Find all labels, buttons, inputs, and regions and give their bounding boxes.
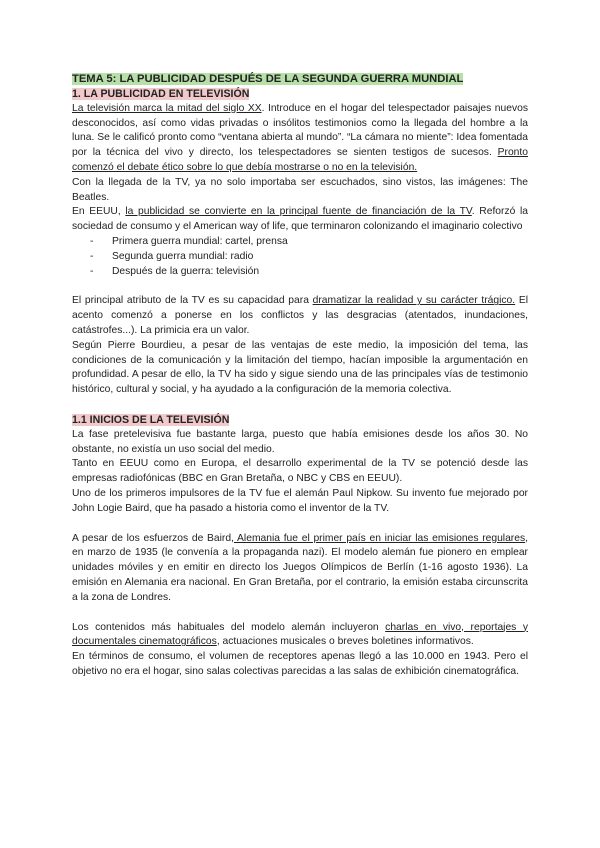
text-run: El principal atributo de la TV es su capacidad para — [72, 295, 313, 307]
paragraph — [72, 102, 528, 176]
spacer — [72, 517, 528, 532]
section-1-1-heading-text: 1.1 INICIOS DE LA TELEVISIÓN — [72, 413, 230, 426]
paragraph: Uno de los primeros impulsores de la TV fue el alemán Paul Nipkow. Su invento fue mejorado por John Logie Baird, que ha pasado a historia como el inventor de la TV. — [72, 487, 528, 514]
underlined-text: dramatizar la realidad y su carácter trágico. — [312, 295, 516, 307]
paragraph: Según Pierre Bourdieu, a pesar de las ventajas de este medio, la imposición del tema, las condiciones de la comunicación y la limitación del tiempo, hacían imposible la argumentación en profundidad. A pesar de ello, la TV ha sido y sigue siendo una de las principales vías de testimonio histórico, cultural y social, y ha ayudado a la configuración de la memoria colectiva. — [72, 339, 528, 396]
text-run: . Reforzó la sociedad de consumo y el American way of life, que terminaron colonizando el imaginario colectivo — [72, 206, 528, 233]
spacer — [72, 398, 528, 413]
text-run: En EEUU, — [72, 206, 126, 218]
paragraph — [72, 205, 528, 235]
underlined-text: la publicidad se convierte en la principal fuente de financiación de la TV — [125, 206, 472, 218]
underlined-text: Alemania fue el primer país en iniciar las emisiones regulares — [233, 532, 526, 544]
section-1-heading — [72, 87, 528, 102]
underlined-text: La televisión marca la mitad del siglo XX — [72, 102, 262, 114]
text-run: , actuaciones musicales o breves boletines informativos. — [216, 636, 474, 648]
text-run: , en marzo de 1935 (le convenía a la propaganda nazi). El modelo alemán fue pionero en emplear unidades móviles y en emitir en directo los Juegos Olímpicos de Berlín (1-16 agosto 1936). La emisión en Alemania era nacional. En Gran Bretaña, por el contrario, la emisión estaba circunscrita a la zona de Londres. — [72, 532, 528, 603]
paragraph: La fase pretelevisiva fue bastante larga, puesto que había emisiones desde los años 30. No obstante, no existía un uso social del medio. — [72, 428, 528, 455]
document-page — [72, 72, 528, 680]
underlined-text: Pronto comenzó el debate ético sobre lo que debía mostrarse o no en la televisión. — [72, 147, 528, 173]
section-1-heading-text: 1. LA PUBLICIDAD EN TELEVISIÓN — [72, 88, 250, 100]
list-item: - Primera guerra mundial: cartel, prensa — [72, 235, 528, 250]
paragraph — [72, 532, 528, 606]
list-item: - Después de la guerra: televisión — [72, 265, 528, 280]
spacer — [72, 279, 528, 294]
paragraph: En términos de consumo, el volumen de receptores apenas llegó a las 10.000 en 1943. Pero el objetivo no era el hogar, sino salas colectivas parecidas a las salas de exhibición cinematográfica. — [72, 651, 528, 677]
text-run: El acento comenzó a ponerse en los conflictos y las desgracias (atentados, inundaciones, catástrofes...). La primicia era un valor. — [72, 295, 528, 336]
document-title — [72, 72, 528, 87]
text-run: A pesar de los esfuerzos de Baird, — [72, 532, 234, 544]
document-title-text: TEMA 5: LA PUBLICIDAD DESPUÉS DE LA SEGUNDA GUERRA MUNDIAL — [72, 73, 464, 85]
paragraph — [72, 294, 528, 338]
paragraph: Tanto en EEUU como en Europa, el desarrollo experimental de la TV se potenció desde las empresas radiofónicas (BBC en Gran Bretaña, o NBC y CBS en EEUU). — [72, 458, 528, 485]
media-list — [72, 235, 528, 279]
text-run: . Introduce en el hogar del telespectador paisajes nuevos desconocidos, así como vidas privadas o insólitos testimonios como la llegada del hombre a la luna. Se le calificó pronto como “ventana abierta al mundo”. “La cámara no miente”: Idea fomentada por la técnica del vivo y directo, los telespectadores se sienten testigos de sucesos. — [72, 102, 528, 159]
section-1-1-heading — [72, 413, 528, 428]
list-item: - Segunda guerra mundial: radio — [72, 250, 528, 265]
paragraph — [72, 621, 528, 651]
paragraph: Con la llegada de la TV, ya no solo importaba ser escuchados, sino vistos, las imágenes: The Beatles. — [72, 176, 528, 203]
underlined-text: charlas en vivo, reportajes y documentales cinematográficos — [72, 621, 528, 648]
text-run: Los contenidos más habituales del modelo alemán incluyeron — [72, 621, 386, 633]
spacer — [72, 606, 528, 621]
